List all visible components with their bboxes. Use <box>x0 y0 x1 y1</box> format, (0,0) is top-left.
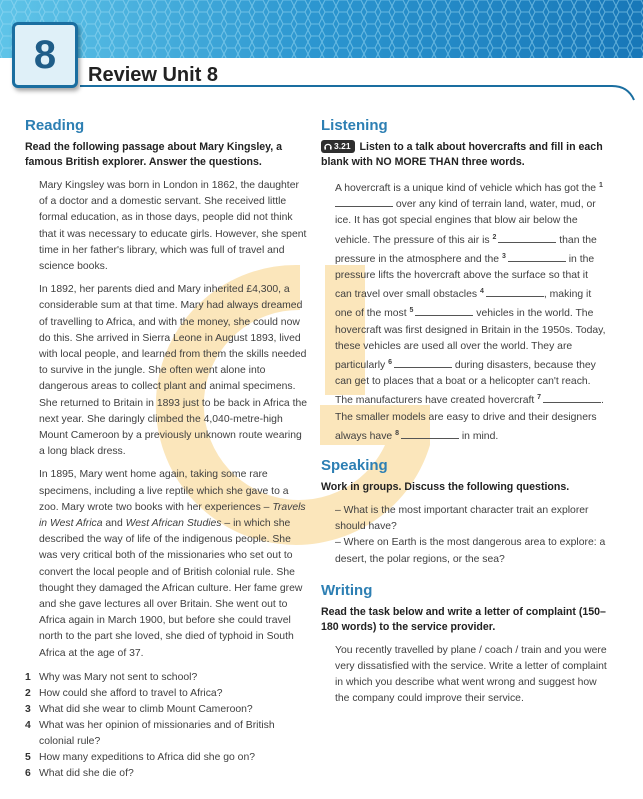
paragraph-text: and <box>102 518 126 530</box>
reading-instruction: Read the following passage about Mary Kingsley, a famous British explorer. Answer the questions. <box>25 141 283 168</box>
gap-blank[interactable] <box>335 197 393 207</box>
question-number: 5 <box>25 751 31 763</box>
listening-heading: Listening <box>321 117 388 134</box>
writing-heading: Writing <box>321 581 373 599</box>
writing-task: You recently travelled by plane / coach / train and you were very dissatisfied with the service. Write a letter of complaint in which you describe what went wrong and suggest how the company could improve their service. <box>335 644 607 705</box>
header-banner <box>0 0 643 105</box>
question-text: What did she wear to climb Mount Cameroon? <box>39 703 253 715</box>
book-title: West African Studies <box>125 518 222 530</box>
gap-text: . The smaller models are easy to drive and their designers always have <box>335 395 604 442</box>
gap-text: than the pressure in the atmosphere and the <box>335 234 597 265</box>
gap-blank[interactable] <box>394 358 452 368</box>
gap-blank[interactable] <box>415 306 473 316</box>
question-number: 6 <box>25 767 31 779</box>
gap-number: 8 <box>395 429 399 437</box>
paragraph-text: In 1895, Mary went home again, taking some rare specimens, including a live reptile which she gave to a zoo. Mary wrote two books with her experiences – <box>39 469 289 513</box>
question-list <box>25 670 310 782</box>
listening-gap-text <box>335 178 607 445</box>
gap-blank[interactable] <box>508 252 566 262</box>
speaking-heading: Speaking <box>321 457 388 475</box>
reading-paragraph-3 <box>39 467 310 661</box>
question-text: What did she die of? <box>39 767 134 779</box>
question-number: 2 <box>25 687 31 699</box>
question-text: How many expeditions to Africa did she go on? <box>39 751 256 763</box>
audio-track-badge[interactable] <box>321 140 355 153</box>
question-number: 3 <box>25 703 31 715</box>
question-text: What was her opinion of missionaries and of British colonial rule? <box>39 719 275 747</box>
paragraph-text: – in which she described the way of life of the indigenous people. She was very critical both of the missionaries who set out to convert the local people and of British colonial rule. She thought they damaged the African culture. Her fame grew and she gave lectures all over Britain. She went out to Africa again in March 1900, but before she could travel north to the part she loved, she died of typhoid in South Africa at the age of 37. <box>39 518 303 659</box>
speaking-question-1: – What is the most important character trait an explorer should have? <box>335 505 589 533</box>
gap-blank[interactable] <box>543 393 601 403</box>
gap-blank[interactable] <box>486 287 544 297</box>
speaking-instruction: Work in groups. Discuss the following questions. <box>321 481 570 494</box>
gap-text: in mind. <box>458 430 499 442</box>
headphones-icon <box>324 142 332 150</box>
question-item <box>25 670 310 686</box>
unit-number: 8 <box>33 32 57 77</box>
gap-number: 1 <box>598 182 603 189</box>
question-number: 1 <box>25 671 31 683</box>
gap-number: 5 <box>409 307 414 315</box>
gap-number: 7 <box>537 394 542 402</box>
gap-text: vehicles in the world. The hovercraft was first designed in Britain in the 1950s. Today, these vehicles are used all over the world. They are particularly <box>335 308 606 372</box>
gap-blank[interactable] <box>401 429 459 439</box>
unit-number-badge <box>12 22 78 88</box>
gap-number: 3 <box>501 252 506 260</box>
reading-section <box>25 117 310 782</box>
right-column <box>321 117 607 716</box>
reading-paragraph-2: In 1892, her parents died and Mary inherited £4,300, a considerable sum at that time. Mary had always dreamed of travelling to Africa, and with the money, she could now do this. She arrived in Sierra Leone in August 1893, lived with local people, and learned from them the skills needed to survive in the jungle. She often went alone into dangerous areas to collect plant and animal specimens. She returned to Britain in 1893 just to be back in Africa the next year. She daringly climbed the 4,040-metre-high Mount Cameroon by a previously unknown route wearing a long black dress. <box>39 284 308 458</box>
gap-text: in the pressure lifts the hovercraft above the surface so that it can travel over small obstacles <box>335 253 595 301</box>
audio-track-number: 3.21 <box>334 141 351 151</box>
gap-text: A hovercraft is a unique kind of vehicle which has got the <box>335 183 599 194</box>
gap-blank[interactable] <box>498 233 556 243</box>
instruction-text: Listen to a talk about hovercrafts and fill in each blank with NO MORE THAN three words. <box>321 141 603 168</box>
gap-number: 2 <box>492 233 497 241</box>
speaking-question-2: – Where on Earth is the most dangerous area to explore: a desert, the polar regions, or the sea? <box>335 537 606 565</box>
writing-instruction: Read the task below and write a letter of complaint (150–180 words) to the service provider. <box>321 605 606 633</box>
gap-number: 6 <box>388 359 393 367</box>
question-text: Why was Mary not sent to school? <box>39 671 198 683</box>
question-item <box>25 766 310 782</box>
question-item <box>25 702 310 718</box>
gap-text: over any kind of terrain land, water, mud, or ice. It has got special engines that blow air below the vehicle. The pressure of this air is <box>335 199 596 246</box>
page-title: Review Unit 8 <box>88 64 219 86</box>
question-item <box>25 686 310 702</box>
gap-number: 4 <box>479 288 484 296</box>
listening-instruction <box>321 140 607 170</box>
gap-text: , making it one of the most <box>335 289 592 320</box>
question-item <box>25 718 310 750</box>
question-number: 4 <box>25 719 31 731</box>
reading-paragraph-1: Mary Kingsley was born in London in 1862, the daughter of a doctor and a domestic servant. She received little formal education, as in those days, people did not think that it was necessary to educate girls. However, she spent time in her father's library, which was full of travel and science books. <box>39 180 307 273</box>
question-item <box>25 750 310 766</box>
book-title: Travels in West Africa <box>39 501 306 530</box>
question-text: How could she afford to travel to Africa? <box>39 687 223 699</box>
gap-text: during disasters, because they can get to places that a boat or a helicopter can't reach. The manufacturers have created hovercraft <box>335 360 596 407</box>
reading-heading: Reading <box>25 117 85 134</box>
